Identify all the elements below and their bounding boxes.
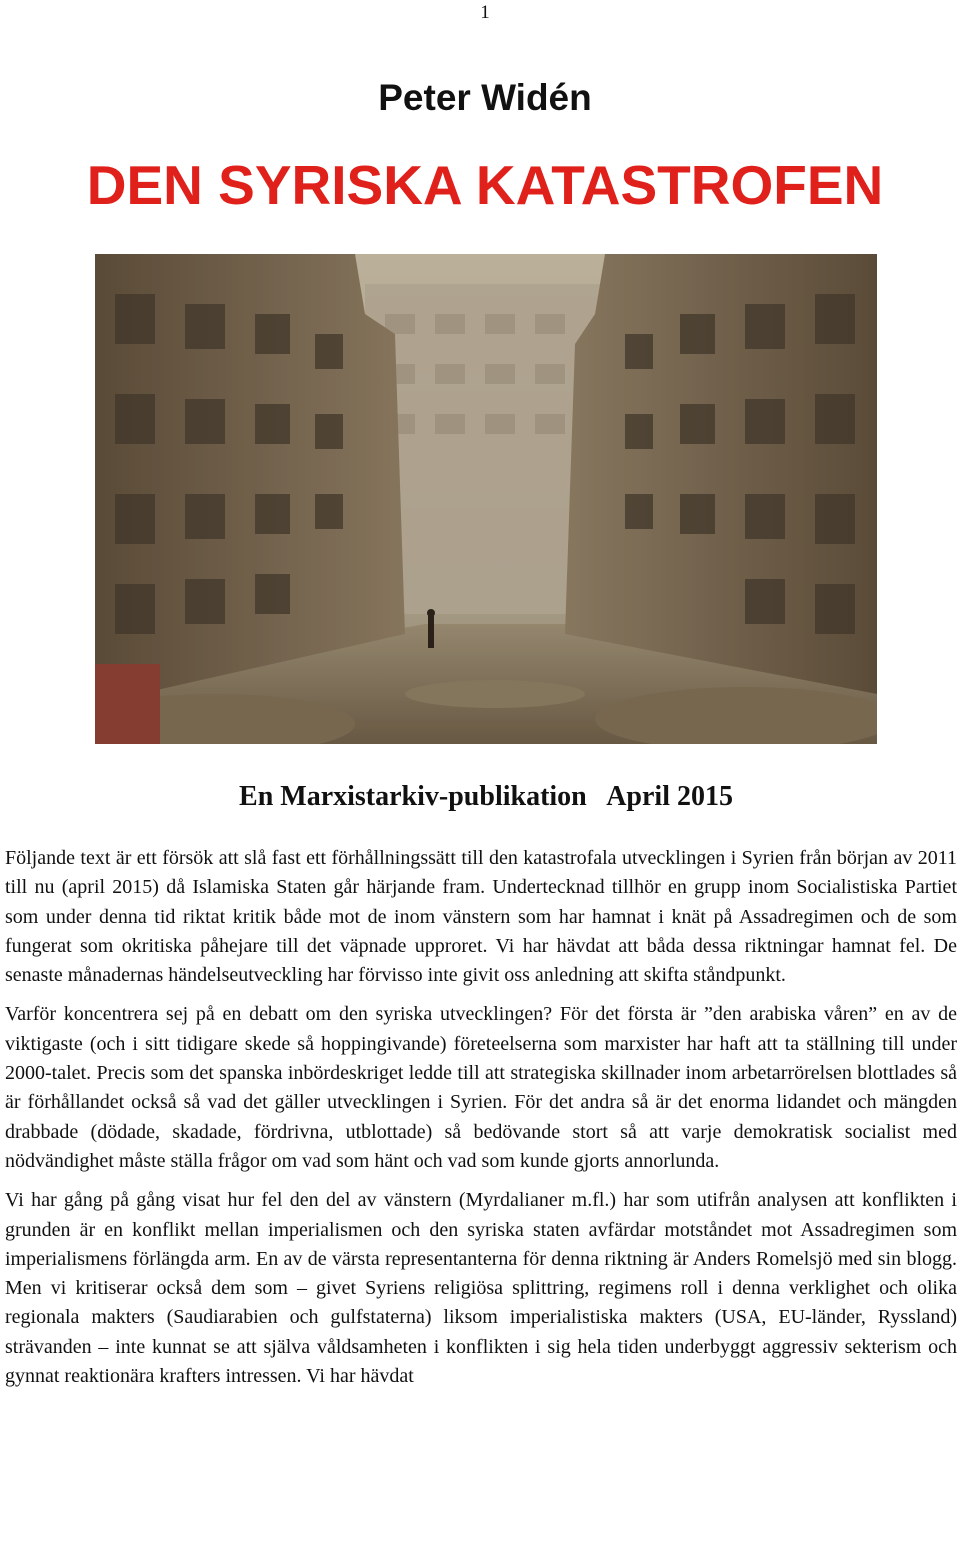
document-title: DEN SYRISKA KATASTROFEN [86,154,884,216]
ruined-street-image [95,254,877,744]
paragraph: Varför koncentrera sej på en debatt om den syriska utvecklingen? För det första är ”den arabiska våren” en av de viktigaste (och i sitt tidigare skede så hoppingivande) företeelserna som marxister har haft att ta ställning till under 2000-talet. Precis som det spanska inbördeskriget ledde till att strategiska skillnader inom arbetarrörelsen blottlades så är förhållandet också så vad det gäller utvecklingen i Syrien. För det andra så är det enorma lidandet och mängden drabbade (dödade, skadade, fördrivna, utblottade) så bedövande stort så att varje demokratisk socialist med nödvändighet måste ställa frågor om vad som hänt och vad som kunde gjorts annorlunda. [5,1003,957,1172]
paragraph: Vi har gång på gång visat hur fel den del av vänstern (Myrdalianer m.fl.) har som utifrån analysen att konflikten i grunden är en konflikt mellan imperialismen och den syriska staten avfärdar motståndet mot Assadregimen som imperialismens förlängda arm. En av de värsta representanterna för denna riktning är Anders Romelsjö med sin blogg. Men vi kritiserar också dem som – givet Syriens religiösa splittring, regimens roll i denna verklighet och olika regionala makters (Saudiarabien och gulfstaterna) liksom imperialistiska makters (USA, EU-länder, Ryssland) strävanden – inte kunnat se att själva våldsamheten i konflikten i sig hela tiden underbyggt aggressiv sekterism och gynnat reaktionära krafters intressen. Vi har hävdat [5,1189,957,1388]
cover-photo [95,254,877,744]
page-number: 1 [480,2,490,23]
body-text [5,844,957,1401]
author-name: Peter Widén [378,77,592,118]
paragraph: Följande text är ett försök att slå fast ett förhållningssätt till den katastrofala utvecklingen i Syrien från början av 2011 till nu (april 2015) då Islamiska Staten går härjande fram. Undertecknad tillhör en grupp inom Socialistiska Partiet som under denna tid riktat kritik både mot de inom vänstern som har hamnat i knät på Assadregimen och de som fungerat som okritiska påhejare till det väpnade upproret. Vi har hävdat att båda dessa riktningar hamnat fel. De senaste månadernas händelseutveckling har förvisso inte givit oss anledning att skifta ståndpunkt. [5,847,957,987]
publication-subtitle: En Marxistarkiv-publikation April 2015 [239,781,733,812]
